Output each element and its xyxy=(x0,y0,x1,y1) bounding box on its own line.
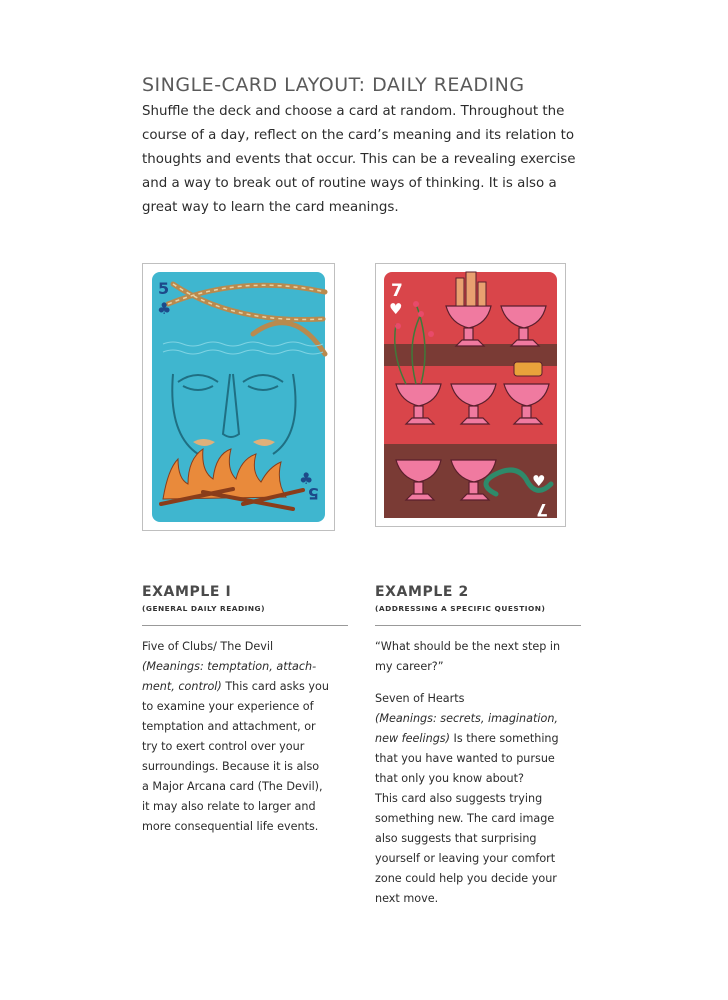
example-1-title: EXAMPLE I xyxy=(142,584,232,600)
example-1-body xyxy=(142,637,348,837)
body-line: it may also relate to larger and xyxy=(142,800,316,813)
body-line: Is there something xyxy=(450,732,559,745)
divider xyxy=(142,625,348,626)
intro-line: Shuffle the deck and choose a card at random. Throughout the xyxy=(142,104,565,119)
svg-text:7: 7 xyxy=(536,499,548,519)
question-line: “What should be the next step in xyxy=(375,640,561,653)
body-line: temptation and attachment, or xyxy=(142,720,316,733)
meaning-line xyxy=(375,729,581,749)
intro-paragraph xyxy=(142,100,582,220)
question xyxy=(375,637,581,677)
svg-text:♥: ♥ xyxy=(532,472,546,490)
svg-text:7: 7 xyxy=(391,281,403,301)
example-1 xyxy=(142,583,348,837)
five-of-clubs-card xyxy=(142,263,335,531)
body-line: that only you know about? xyxy=(375,772,524,785)
example-2 xyxy=(375,583,581,909)
example-1-subtitle: (GENERAL DAILY READING) xyxy=(142,604,265,613)
body-line: something new. The card image xyxy=(375,812,555,825)
body-line: next move. xyxy=(375,892,439,905)
example-2-subtitle: (ADDRESSING A SPECIFIC QUESTION) xyxy=(375,604,546,613)
meaning-text: new feelings) xyxy=(375,732,450,745)
example-2-title: EXAMPLE 2 xyxy=(375,584,469,600)
card-name: Five of Clubs/ The Devil xyxy=(142,640,274,653)
svg-text:♥: ♥ xyxy=(389,300,403,318)
intro-line: thoughts and events that occur. This can be a revealing exercise xyxy=(142,152,576,167)
body-line: try to exert control over your xyxy=(142,740,305,753)
divider xyxy=(375,625,581,626)
example-2-body xyxy=(375,637,581,909)
body-line: This card asks you xyxy=(221,680,329,693)
body-line: This card also suggests trying xyxy=(375,792,543,805)
body-line: also suggests that surprising xyxy=(375,832,537,845)
section-heading: SINGLE-CARD LAYOUT: DAILY READING xyxy=(142,74,525,96)
body-line: yourself or leaving your comfort xyxy=(375,852,556,865)
body-line: zone could help you decide your xyxy=(375,872,557,885)
body-line: to examine your experience of xyxy=(142,700,314,713)
svg-text:♣: ♣ xyxy=(299,469,314,488)
body-line: surroundings. Because it is also xyxy=(142,760,320,773)
body-line: more consequential life events. xyxy=(142,820,319,833)
intro-line: and a way to break out of routine ways of thinking. It is also a xyxy=(142,176,557,191)
svg-text:5: 5 xyxy=(307,484,319,503)
svg-text:5: 5 xyxy=(158,279,170,298)
intro-line: course of a day, reflect on the card’s meaning and its relation to xyxy=(142,128,575,143)
card-name: Seven of Hearts xyxy=(375,692,465,705)
meaning-line xyxy=(142,657,348,677)
question-line: my career?” xyxy=(375,660,444,673)
meaning-line xyxy=(142,677,348,697)
five-of-clubs-illustration xyxy=(143,264,334,530)
meaning-text: (Meanings: secrets, imagination, xyxy=(375,712,558,725)
answer xyxy=(375,689,581,909)
seven-of-hearts-card xyxy=(375,263,566,527)
meaning-text: ment, control) xyxy=(142,680,222,693)
intro-line: great way to learn the card meanings. xyxy=(142,200,399,215)
meaning-text: (Meanings: temptation, attach- xyxy=(142,660,317,673)
body-line: that you have wanted to pursue xyxy=(375,752,555,765)
svg-text:♣: ♣ xyxy=(157,299,172,318)
seven-of-hearts-illustration xyxy=(376,264,565,526)
body-line: a Major Arcana card (The Devil), xyxy=(142,780,323,793)
